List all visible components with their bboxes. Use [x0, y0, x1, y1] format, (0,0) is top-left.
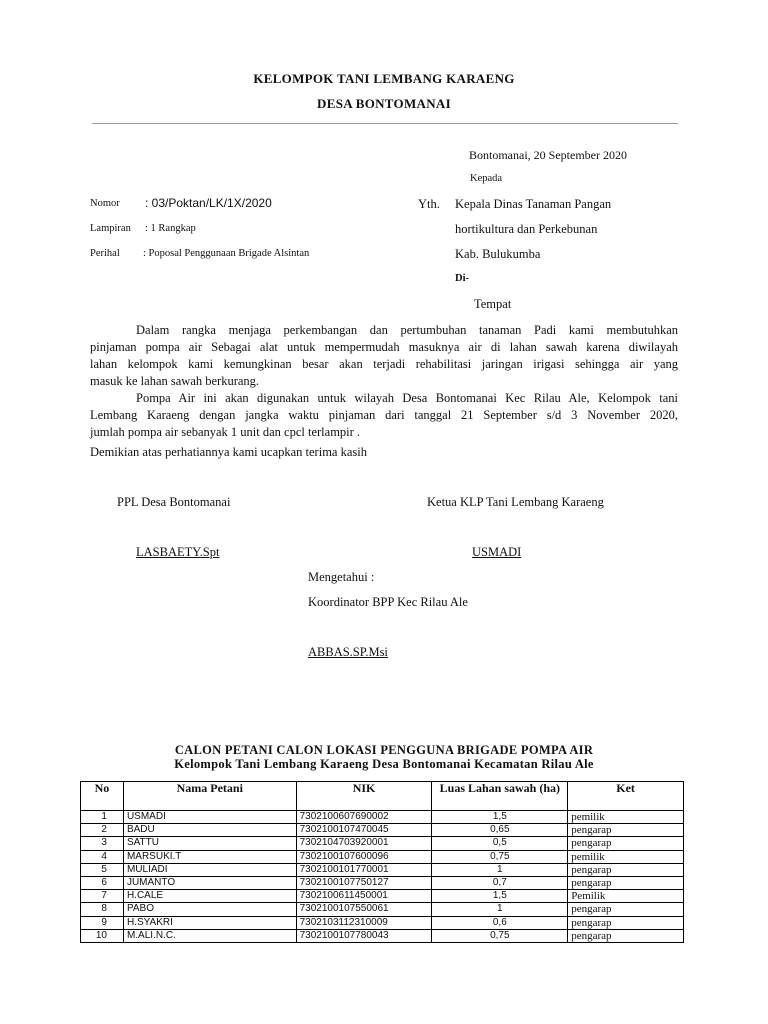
- cell-luas: 1,5: [432, 811, 568, 824]
- lampiran-value: : 1 Rangkap: [145, 223, 196, 234]
- cell-nama: USMADI: [123, 811, 296, 824]
- closing-text: Demikian atas perhatiannya kami ucapkan terima kasih: [90, 445, 367, 459]
- cell-nama: MARSUKI.T: [123, 850, 296, 863]
- yth-label: Yth.: [418, 197, 440, 211]
- lampiran-label: Lampiran: [90, 223, 131, 234]
- table-header-row: [81, 782, 684, 811]
- cell-ket: pengarap: [568, 824, 684, 837]
- cell-nik: 7302104703920001: [296, 837, 432, 850]
- cell-luas: 1: [432, 903, 568, 916]
- cell-no: 7: [81, 890, 124, 903]
- paragraph-line: Dalam rangka menjaga perkembangan dan pertumbuhan tanaman Padi kami membutuhkan: [136, 323, 678, 337]
- header-nik: NIK: [296, 782, 432, 811]
- table-row: [81, 876, 684, 889]
- cell-ket: pengarap: [568, 837, 684, 850]
- koordinator-title: Koordinator BPP Kec Rilau Ale: [308, 595, 468, 609]
- ketua-name: USMADI: [472, 545, 522, 559]
- table-row: [81, 929, 684, 942]
- cell-luas: 1: [432, 863, 568, 876]
- cell-no: 9: [81, 916, 124, 929]
- cell-nik: 7302100107780043: [296, 929, 432, 942]
- cell-no: 5: [81, 863, 124, 876]
- cell-nik: 7302100107750127: [296, 876, 432, 889]
- cell-nik: 7302100107470045: [296, 824, 432, 837]
- cell-no: 4: [81, 850, 124, 863]
- header-ket: Ket: [568, 782, 684, 811]
- cell-nik: 7302100107600096: [296, 850, 432, 863]
- cell-ket: pengarap: [568, 863, 684, 876]
- header-luas: Luas Lahan sawah (ha): [432, 782, 568, 811]
- cell-luas: 0,75: [432, 929, 568, 942]
- nomor-value: : 03/Poktan/LK/1X/2020: [145, 196, 272, 210]
- cell-luas: 0,75: [432, 850, 568, 863]
- ppl-name: LASBAETY.Spt: [136, 545, 220, 559]
- header-nama: Nama Petani: [123, 782, 296, 811]
- cell-nik: 7302100607690002: [296, 811, 432, 824]
- table-row: [81, 916, 684, 929]
- body-paragraph-1: [90, 322, 678, 390]
- di-label: Di-: [455, 273, 469, 284]
- table-row: [81, 837, 684, 850]
- ppl-title: PPL Desa Bontomanai: [117, 495, 231, 509]
- cell-ket: Pemilik: [568, 890, 684, 903]
- cell-nama: BADU: [123, 824, 296, 837]
- cell-luas: 0,65: [432, 824, 568, 837]
- paragraph-line: Lembang Karaeng dengan jangka waktu pinjaman dari tanggal 21 September s/d 3 November 2020,: [90, 408, 678, 422]
- cell-ket: pengarap: [568, 903, 684, 916]
- table-row: [81, 890, 684, 903]
- cell-no: 1: [81, 811, 124, 824]
- cell-nama: PABO: [123, 903, 296, 916]
- letterhead-line2: DESA BONTOMANAI: [317, 96, 451, 111]
- cell-nik: 7302100101770001: [296, 863, 432, 876]
- cell-nik: 7302100107550061: [296, 903, 432, 916]
- cell-no: 6: [81, 876, 124, 889]
- cell-nama: JUMANTO: [123, 876, 296, 889]
- cell-luas: 0,6: [432, 916, 568, 929]
- table-row: [81, 863, 684, 876]
- cell-no: 8: [81, 903, 124, 916]
- table-row: [81, 850, 684, 863]
- cell-luas: 1,5: [432, 890, 568, 903]
- cell-nik: 7302103112310009: [296, 916, 432, 929]
- paragraph-line: pinjaman pompa air Sebagai alat untuk mempermudah masuknya air di lahan sawah karena diwilayah: [90, 340, 678, 354]
- table-title: CALON PETANI CALON LOKASI PENGGUNA BRIGADE POMPA AIR: [174, 743, 594, 757]
- paragraph-line: lahan kelompok kami kemungkinan besar akan terjadi rehabilitasi jaringan irigasi sehingga air yang: [90, 357, 678, 371]
- cell-ket: pengarap: [568, 929, 684, 942]
- paragraph-line: Pompa Air ini akan digunakan untuk wilayah Desa Bontomanai Kec Rilau Ale, Kelompok tani: [136, 391, 678, 405]
- recipient-line3: Kab. Bulukumba: [455, 247, 541, 261]
- body-paragraph-2: [90, 390, 678, 441]
- paragraph-line: masuk ke lahan sawah berkurang.: [90, 374, 260, 388]
- cell-nama: SATTU: [123, 837, 296, 850]
- cell-no: 2: [81, 824, 124, 837]
- cell-luas: 0,7: [432, 876, 568, 889]
- recipient-line2: hortikultura dan Perkebunan: [455, 222, 598, 236]
- cell-nama: M.ALI.N.C.: [123, 929, 296, 942]
- kepada-label: Kepada: [470, 173, 503, 184]
- koordinator-name: ABBAS.SP.Msi: [308, 645, 388, 659]
- cell-nama: H.SYAKRI: [123, 916, 296, 929]
- table-row: [81, 811, 684, 824]
- paragraph-line: jumlah pompa air sebanyak 1 unit dan cpcl terlampir .: [90, 425, 361, 439]
- cell-nama: MULIADI: [123, 863, 296, 876]
- cell-ket: pengarap: [568, 916, 684, 929]
- table-subtitle: Kelompok Tani Lembang Karaeng Desa Bontomanai Kecamatan Rilau Ale: [174, 757, 594, 771]
- cell-ket: pemilik: [568, 811, 684, 824]
- cell-no: 3: [81, 837, 124, 850]
- nomor-label: Nomor: [90, 198, 120, 209]
- cell-nik: 7302100611450001: [296, 890, 432, 903]
- table-row: [81, 824, 684, 837]
- tempat-label: Tempat: [474, 297, 512, 311]
- letterhead-line1: KELOMPOK TANI LEMBANG KARAENG: [253, 71, 515, 86]
- mengetahui-label: Mengetahui :: [308, 570, 375, 584]
- table-row: [81, 903, 684, 916]
- cell-no: 10: [81, 929, 124, 942]
- recipient-line1: Kepala Dinas Tanaman Pangan: [455, 197, 612, 211]
- farmer-table: [80, 781, 684, 943]
- perihal-label: Perihal: [90, 248, 120, 259]
- header-no: No: [81, 782, 124, 811]
- cell-ket: pemilik: [568, 850, 684, 863]
- place-date: Bontomanai, 20 September 2020: [469, 148, 627, 162]
- cell-ket: pengarap: [568, 876, 684, 889]
- letterhead-divider: [92, 123, 678, 124]
- perihal-value: : Poposal Penggunaan Brigade Alsintan: [143, 248, 310, 259]
- ketua-title: Ketua KLP Tani Lembang Karaeng: [427, 495, 604, 509]
- cell-luas: 0,5: [432, 837, 568, 850]
- cell-nama: H.CALE: [123, 890, 296, 903]
